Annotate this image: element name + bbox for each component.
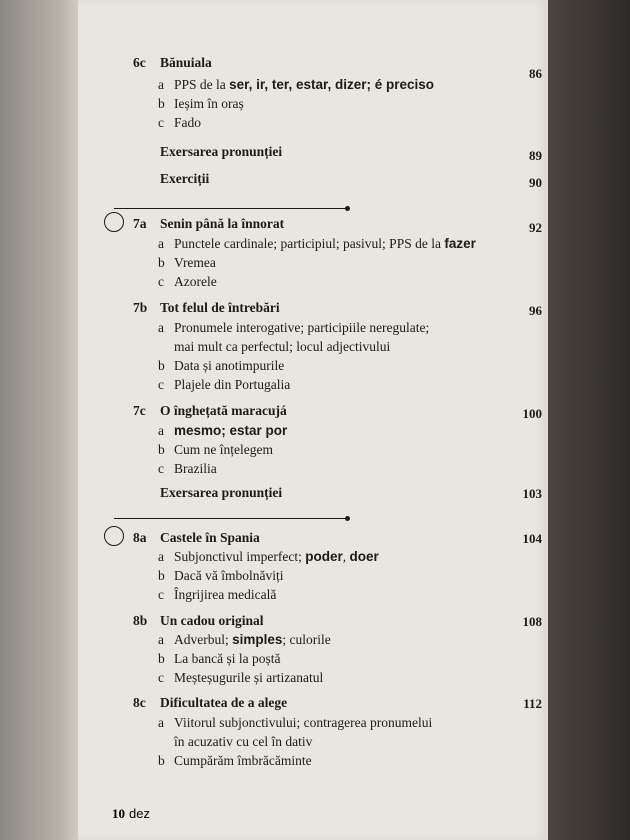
list-item: a Adverbul; simples; culorile <box>158 632 331 647</box>
item-letter: a <box>158 320 164 335</box>
list-item: b Data și anotimpurile <box>158 358 285 373</box>
list-item: b Vremea <box>158 255 216 270</box>
list-item: c Plajele din Portugalia <box>158 377 291 392</box>
exercises-title: Exerciții <box>160 171 210 186</box>
list-item-continuation: în acuzativ cu cel în dativ <box>174 734 313 749</box>
section-code: 6c <box>133 55 146 70</box>
list-item: a Punctele cardinale; participiul; pasivul; PPS de la fazer <box>158 236 476 251</box>
section-title: Un cadou original <box>160 613 264 628</box>
list-item: c Îngrijirea medicală <box>158 587 277 602</box>
page-number: 104 <box>522 531 542 546</box>
item-letter: a <box>158 715 164 730</box>
section-title: Dificultatea de a alege <box>160 695 288 710</box>
divider-dot <box>345 516 350 521</box>
pronunciation-title: Exersarea pronunției <box>160 144 283 159</box>
list-item: b Ieșim în oraș <box>158 96 244 111</box>
list-item: b Cumpărăm îmbrăcăminte <box>158 753 312 768</box>
section-code: 8a <box>133 530 147 545</box>
list-item: a Viitorul subjonctivului; contragerea pronumelui <box>158 715 433 730</box>
divider-dot <box>345 206 350 211</box>
section-code: 8b <box>133 613 148 628</box>
item-letter: b <box>158 651 165 666</box>
unit-divider <box>114 518 348 519</box>
item-letter: b <box>158 568 165 583</box>
section-title: O înghețată maracujá <box>160 403 287 418</box>
list-item: b Cum ne înțelegem <box>158 442 273 457</box>
section-code: 7a <box>133 216 147 231</box>
section-title: Senin până la înnorat <box>160 216 285 231</box>
item-letter: c <box>158 587 164 602</box>
right-background <box>548 0 630 840</box>
list-item: b Dacă vă îmbolnăviți <box>158 568 284 583</box>
item-letter: a <box>158 236 164 251</box>
item-letter: a <box>158 632 164 647</box>
item-letter: c <box>158 377 164 392</box>
page-number: 92 <box>529 220 542 235</box>
list-item: a Pronumele interogative; participiile neregulate; <box>158 320 430 335</box>
left-page-edge <box>0 0 78 840</box>
list-item: c Fado <box>158 115 201 130</box>
footer-brand: dez <box>129 806 150 821</box>
item-letter: b <box>158 96 165 111</box>
list-item: c Azorele <box>158 274 217 289</box>
footer-page-number: 10 <box>112 806 125 821</box>
list-item: b La bancă și la poștă <box>158 651 281 666</box>
page-number: 112 <box>523 696 542 711</box>
page-footer <box>112 806 150 822</box>
section-title: Tot felul de întrebări <box>160 300 280 315</box>
page-number: 103 <box>522 486 542 501</box>
page-number: 96 <box>529 303 542 318</box>
contents-page <box>78 0 548 840</box>
page-number: 108 <box>522 614 542 629</box>
pronunciation-title: Exersarea pronunției <box>160 485 283 500</box>
unit-divider <box>114 208 348 209</box>
item-letter: a <box>158 423 164 438</box>
item-letter: c <box>158 670 164 685</box>
section-title: Bănuiala <box>160 55 212 70</box>
item-letter: b <box>158 255 165 270</box>
item-letter: c <box>158 274 164 289</box>
page-number: 100 <box>522 406 542 421</box>
page-number: 86 <box>529 66 542 81</box>
unit-number-badge <box>104 526 124 546</box>
section-code: 7b <box>133 300 148 315</box>
item-letter: c <box>158 115 164 130</box>
item-letter: b <box>158 358 165 373</box>
list-item: c Meșteșugurile și artizanatul <box>158 670 324 685</box>
item-letter: b <box>158 753 165 768</box>
list-item-continuation: mai mult ca perfectul; locul adjectivului <box>174 339 391 354</box>
list-item: a Subjonctivul imperfect; poder, doer <box>158 549 379 564</box>
section-title: Castele în Spania <box>160 530 260 545</box>
item-letter: b <box>158 442 165 457</box>
page-number: 90 <box>529 175 542 190</box>
item-letter: a <box>158 549 164 564</box>
list-item: a PPS de la ser, ir, ter, estar, dizer; é preciso <box>158 77 435 92</box>
section-code: 7c <box>133 403 146 418</box>
item-letter: c <box>158 461 164 476</box>
section-code: 8c <box>133 695 146 710</box>
unit-number-badge <box>104 212 124 232</box>
page-number: 89 <box>529 148 542 163</box>
list-item: c Brazilia <box>158 461 217 476</box>
item-letter: a <box>158 77 164 92</box>
list-item: a mesmo; estar por <box>158 423 288 438</box>
